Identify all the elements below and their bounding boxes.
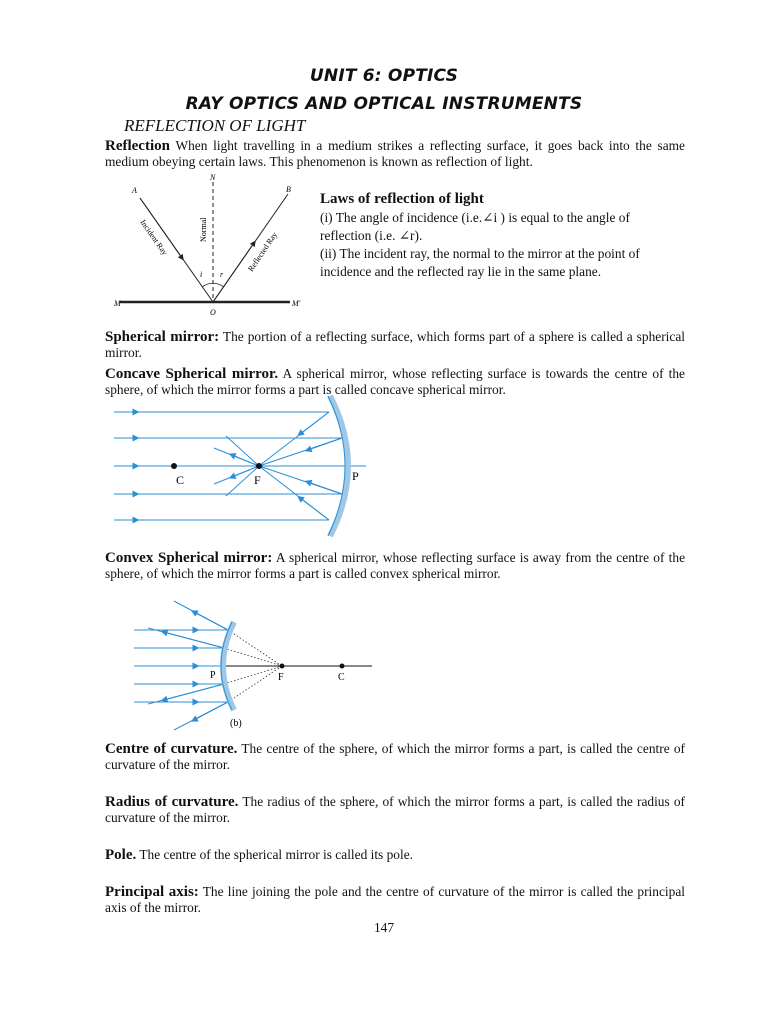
- reflection-paragraph: [105, 138, 685, 170]
- label-i: i: [200, 270, 203, 279]
- principal-axis-paragraph: [105, 884, 685, 916]
- label-c: C: [176, 473, 185, 487]
- incident-ray-label: Incident Ray: [138, 217, 170, 257]
- pole-term: Pole.: [105, 847, 137, 863]
- unit-title: UNIT 6: OPTICS: [309, 66, 459, 86]
- label-m: M: [114, 299, 121, 308]
- curvature-term: Centre of curvature.: [105, 741, 238, 757]
- spherical-term: Spherical mirror:: [105, 329, 220, 345]
- curvature-paragraph: [105, 741, 685, 773]
- radius-term: Radius of curvature.: [105, 794, 239, 810]
- concave-term: Concave Spherical mirror.: [105, 366, 279, 382]
- axis-term: Principal axis:: [105, 884, 199, 900]
- focus-point: [256, 463, 262, 469]
- label-n: N: [210, 174, 216, 182]
- label-p: P: [210, 670, 216, 681]
- label-a: A: [132, 186, 137, 195]
- law-2-line-1: (ii) The incident ray, the normal to the mirror at the point of: [320, 246, 640, 261]
- section-heading: REFLECTION OF LIGHT: [124, 116, 306, 135]
- convex-mirror-diagram: [124, 598, 384, 733]
- page-number: 147: [373, 920, 395, 935]
- curvature-text: The centre of the sphere, of which the mirror forms a part, is called the centre of curvature of the mirror.: [105, 741, 685, 772]
- reflection-diagram: [110, 174, 310, 316]
- radius-paragraph: [105, 794, 685, 826]
- reflected-ray-label: Reflected Ray: [246, 230, 280, 274]
- law-2-line-2: incidence and the reflected ray lie in the same plane.: [320, 264, 602, 279]
- pole-paragraph: [105, 847, 685, 863]
- spherical-mirror-paragraph: [105, 329, 685, 361]
- centre-point: [340, 664, 345, 669]
- convex-term: Convex Spherical mirror:: [105, 550, 273, 566]
- concave-mirror-diagram: [104, 390, 384, 540]
- pole-text: The centre of the spherical mirror is called its pole.: [139, 847, 414, 862]
- radius-text: The radius of the sphere, of which the mirror forms a part, is called the radius of curvature of the mirror.: [105, 794, 686, 825]
- convex-paragraph: [105, 550, 685, 582]
- convex-text: A spherical mirror, whose reflecting surface is away from the centre of the sphere, of which the mirror forms a part is called convex spherical mirror.: [105, 550, 686, 581]
- figure-caption: (b): [230, 718, 242, 729]
- axis-text: The line joining the pole and the centre of curvature of the mirror is called the principal axis of the mirror.: [105, 884, 685, 915]
- normal-label: Normal: [199, 217, 208, 242]
- laws-heading: Laws of reflection of light: [320, 191, 484, 207]
- law-1-line-2: reflection (i.e. ∠r).: [320, 228, 423, 243]
- label-b: B: [286, 185, 291, 194]
- label-p: P: [352, 469, 359, 483]
- label-f: F: [254, 473, 261, 487]
- centre-point: [171, 463, 177, 469]
- reflection-text: When light travelling in a medium strikes a reflecting surface, it goes back into the same medium obeying certain laws. This phenomenon is known as reflection of light.: [105, 138, 685, 169]
- reflection-term: Reflection: [105, 138, 170, 154]
- label-m-prime: M': [292, 299, 301, 308]
- laws-of-reflection: [320, 190, 690, 281]
- label-r: r: [220, 270, 224, 279]
- label-f: F: [278, 672, 284, 683]
- label-c: C: [338, 672, 345, 683]
- spherical-text: The portion of a reflecting surface, which forms part of a sphere is called a spherical mirror.: [105, 329, 686, 360]
- focus-point: [280, 664, 285, 669]
- law-1-line-1: (i) The angle of incidence (i.e.∠i ) is equal to the angle of: [320, 210, 630, 225]
- label-o: O: [210, 308, 216, 316]
- chapter-title: RAY OPTICS AND OPTICAL INSTRUMENTS: [185, 94, 583, 114]
- concave-text: A spherical mirror, whose reflecting surface is towards the centre of the sphere, of which the mirror forms a part is called concave spherical mirror.: [105, 366, 685, 397]
